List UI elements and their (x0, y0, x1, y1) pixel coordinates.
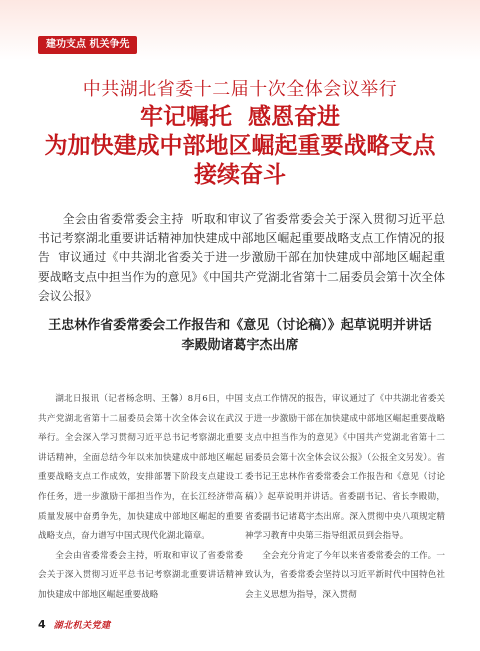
headline-line-2: 为加快建成中部地区崛起重要战略支点 (44, 132, 436, 159)
article-subhead (20, 316, 460, 356)
page-number: 4 (38, 618, 46, 631)
page-footer (38, 618, 111, 631)
subhead-line-2: 李殿勋诸葛宇杰出席 (181, 338, 299, 353)
section-tag: 建功支点 机关争先 (38, 36, 137, 54)
body-paragraph: 全会充分肯定了今年以来省委常委会的工作。一致认为，省委常委会坚持以习近平新时代中国特色社会主义思想为指导，深入贯彻 (245, 550, 445, 600)
body-paragraph: 支点工作情况的报告，审议通过了《中共湖北省委关于进一步激励干部在加快建成中部地区崛起重要战略支点中担当作为的意见》《中国共产党湖北省第十二届委员会第十次全体会议公报》（公报全文另发）。省委书记王忠林作省委常委会工作报告和《意见（讨论稿）》起草说明并讲话。省委副书记、省长李殿勋，省委副书记诸葛宇杰出席。深入贯彻中央八项规定精神学习教育中央第三指导组派员到会指导。 (245, 394, 445, 542)
body-column-right (245, 390, 445, 606)
body-paragraph: 全会由省委常委会主持，听取和审议了省委常委会关于深入贯彻习近平总书记考察湖北重要讲话精神加快建成中部地区崛起重要战略 (38, 550, 243, 600)
headline-line-1: 牢记嘱托 感恩奋进 (139, 103, 340, 130)
magazine-name: 湖北机关党建 (53, 621, 111, 631)
headline-main (20, 102, 460, 189)
headline-subtitle: 中共湖北省委十二届十次全体会议举行 (82, 79, 398, 100)
headline-line-3: 接续奋斗 (194, 161, 286, 188)
body-column-left (38, 390, 243, 606)
body-paragraph: 湖北日报讯（记者杨念明、王馨）8月6日，中国共产党湖北省第十二届委员会第十次全体会议在武汉举行。全会深入学习贯彻习近平总书记考察湖北重要讲话精神，全面总结今年以来加快建成中部地区崛起重要战略支点工作成效，安排部署下阶段支点建设工作任务，进一步激励干部担当作为，在长江经济带高质量发展中奋勇争先，加快建成中部地区崛起的重要战略支点，奋力谱写中国式现代化湖北篇章。 (38, 394, 243, 542)
article-summary: 全会由省委常委会主持 听取和审议了省委常委会关于深入贯彻习近平总书记考察湖北重要讲话精神加快建成中部地区崛起重要战略支点工作情况的报告 审议通过《中共湖北省委关于进一步激励干部在加快建成中部地区崛起重要战略支点中担当作为的意见》《中国共产党湖北省第十二届委员会第十次全体会议公报》 (38, 212, 445, 303)
subhead-line-1: 王忠林作省委常委会工作报告和《意见（讨论稿）》起草说明并讲话 (48, 318, 432, 333)
